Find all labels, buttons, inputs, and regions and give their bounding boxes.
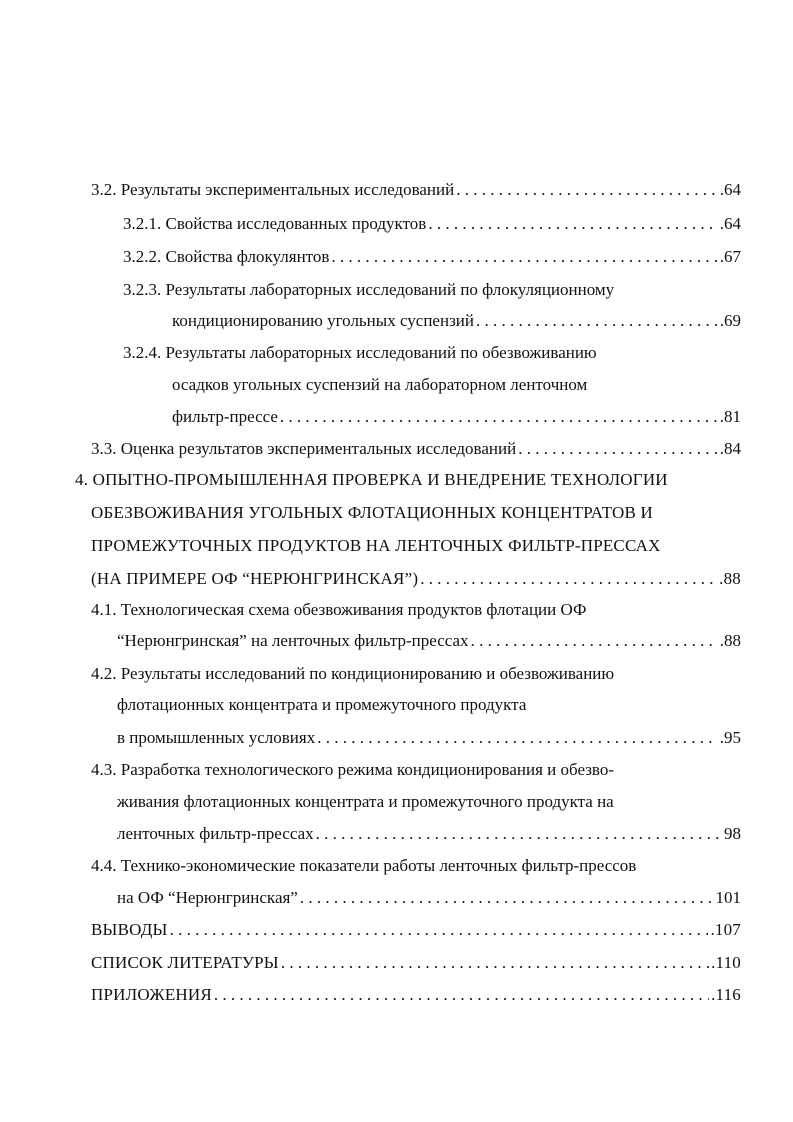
toc-entry-conclusions xyxy=(91,918,741,942)
dot-leader xyxy=(317,726,718,750)
dot-leader xyxy=(170,918,709,942)
toc-entry-page: .88 xyxy=(719,631,741,650)
toc-entry-text: в промышленных условиях xyxy=(117,728,316,747)
toc-entry-text: 3.2.2. Свойства флокулянтов xyxy=(123,247,330,266)
toc-entry-text: 4.4. Технико-экономические показатели работы ленточных фильтр-прессов xyxy=(91,856,637,875)
toc-entry-text: флотационных концентрата и промежуточного продукта xyxy=(117,695,527,714)
toc-entry-text: 3.2.1. Свойства исследованных продуктов xyxy=(123,214,427,233)
toc-entry-text: ОБЕЗВОЖИВАНИЯ УГОЛЬНЫХ ФЛОТАЦИОННЫХ КОНЦЕНТРАТОВ И xyxy=(91,503,653,522)
dot-leader xyxy=(300,886,714,910)
toc-entry-3-2-4-cont2 xyxy=(172,405,741,429)
dot-leader xyxy=(214,983,709,1007)
toc-entry-3-2-4 xyxy=(123,341,597,365)
toc-entry-page: .95 xyxy=(719,728,741,747)
toc-entry-text: ВЫВОДЫ xyxy=(91,920,168,939)
toc-entry-3-2-3-cont xyxy=(172,309,741,333)
toc-entry-text: осадков угольных суспензий на лабораторном ленточном xyxy=(172,375,588,394)
toc-entry-page: .67 xyxy=(719,247,741,266)
toc-entry-4 xyxy=(75,468,668,492)
toc-entry-text: ПРИЛОЖЕНИЯ xyxy=(91,985,212,1004)
toc-entry-3-2-4-cont1 xyxy=(172,373,587,397)
toc-entry-4-4 xyxy=(91,854,636,878)
toc-entry-page: .110 xyxy=(711,953,741,972)
dot-leader xyxy=(281,951,709,975)
toc-entry-4-2-cont2 xyxy=(117,726,741,750)
toc-entry-text: 4.2. Результаты исследований по кондиционированию и обезвоживанию xyxy=(91,664,615,683)
toc-entry-page: .64 xyxy=(719,214,741,233)
dot-leader xyxy=(331,245,717,269)
toc-entry-4-2-cont1 xyxy=(117,693,526,717)
toc-entry-page: .64 xyxy=(719,180,741,199)
dot-leader xyxy=(316,822,722,846)
toc-entry-4-3-cont2 xyxy=(117,822,741,846)
toc-entry-text: 3.2.4. Результаты лабораторных исследований по обезвоживанию xyxy=(123,343,597,362)
toc-entry-3-2-3 xyxy=(123,278,614,302)
toc-entry-page: .116 xyxy=(711,985,741,1004)
toc-entry-text: фильтр-прессе xyxy=(172,407,278,426)
toc-entry-4-cont2 xyxy=(91,534,661,558)
toc-entry-4-1-cont xyxy=(117,629,741,653)
toc-entry-text: 3.2.3. Результаты лабораторных исследований по флокуляционному xyxy=(123,280,615,299)
toc-entry-4-cont3 xyxy=(91,567,741,591)
toc-entry-text: ПРОМЕЖУТОЧНЫХ ПРОДУКТОВ НА ЛЕНТОЧНЫХ ФИЛЬТР-ПРЕССАХ xyxy=(91,536,661,555)
toc-entry-3-2 xyxy=(91,178,741,202)
toc-entry-page: 101 xyxy=(715,888,741,907)
dot-leader xyxy=(280,405,718,429)
toc-entry-page: .69 xyxy=(719,311,741,330)
toc-entry-3-2-1 xyxy=(123,212,741,236)
toc-entry-references xyxy=(91,951,741,975)
toc-entry-text: на ОФ “Нерюнгринская” xyxy=(117,888,298,907)
toc-entry-3-2-2 xyxy=(123,245,741,269)
toc-entry-text: 3.2. Результаты экспериментальных исследований xyxy=(91,180,455,199)
dot-leader xyxy=(471,629,718,653)
dot-leader xyxy=(420,567,717,591)
toc-entry-text: (НА ПРИМЕРЕ ОФ “НЕРЮНГРИНСКАЯ”) xyxy=(91,569,419,588)
dot-leader xyxy=(428,212,717,236)
toc-entry-text: 4. ОПЫТНО-ПРОМЫШЛЕННАЯ ПРОВЕРКА И ВНЕДРЕНИЕ ТЕХНОЛОГИИ xyxy=(75,470,668,489)
toc-entry-page: .84 xyxy=(719,439,741,458)
toc-entry-text: 4.3. Разработка технологического режима кондиционирования и обезво- xyxy=(91,760,614,779)
toc-entry-text: 4.1. Технологическая схема обезвоживания продуктов флотации ОФ xyxy=(91,600,587,619)
toc-entry-text: СПИСОК ЛИТЕРАТУРЫ xyxy=(91,953,279,972)
toc-entry-4-3 xyxy=(91,758,614,782)
toc-entry-4-3-cont1 xyxy=(117,790,614,814)
toc-entry-4-4-cont xyxy=(117,886,741,910)
toc-entry-text: живания флотационных концентрата и промежуточного продукта на xyxy=(117,792,614,811)
toc-entry-text: “Нерюнгринская” на ленточных фильтр-прессах xyxy=(117,631,469,650)
toc-entry-4-cont1 xyxy=(91,501,653,525)
toc-entry-page: .88 xyxy=(719,569,741,588)
toc-entry-text: 3.3. Оценка результатов экспериментальных исследований xyxy=(91,439,517,458)
toc-entry-page: 98 xyxy=(724,824,741,843)
toc-entry-text: ленточных фильтр-прессах xyxy=(117,824,314,843)
toc-entry-page: .81 xyxy=(719,407,741,426)
toc-entry-4-1 xyxy=(91,598,586,622)
dot-leader xyxy=(476,309,718,333)
toc-entry-appendices xyxy=(91,983,741,1007)
toc-entry-page: .107 xyxy=(710,920,741,939)
toc-entry-3-3 xyxy=(91,437,741,461)
dot-leader xyxy=(456,178,718,202)
toc-entry-4-2 xyxy=(91,662,614,686)
toc-entry-text: кондиционированию угольных суспензий xyxy=(172,311,474,330)
dot-leader xyxy=(518,437,718,461)
